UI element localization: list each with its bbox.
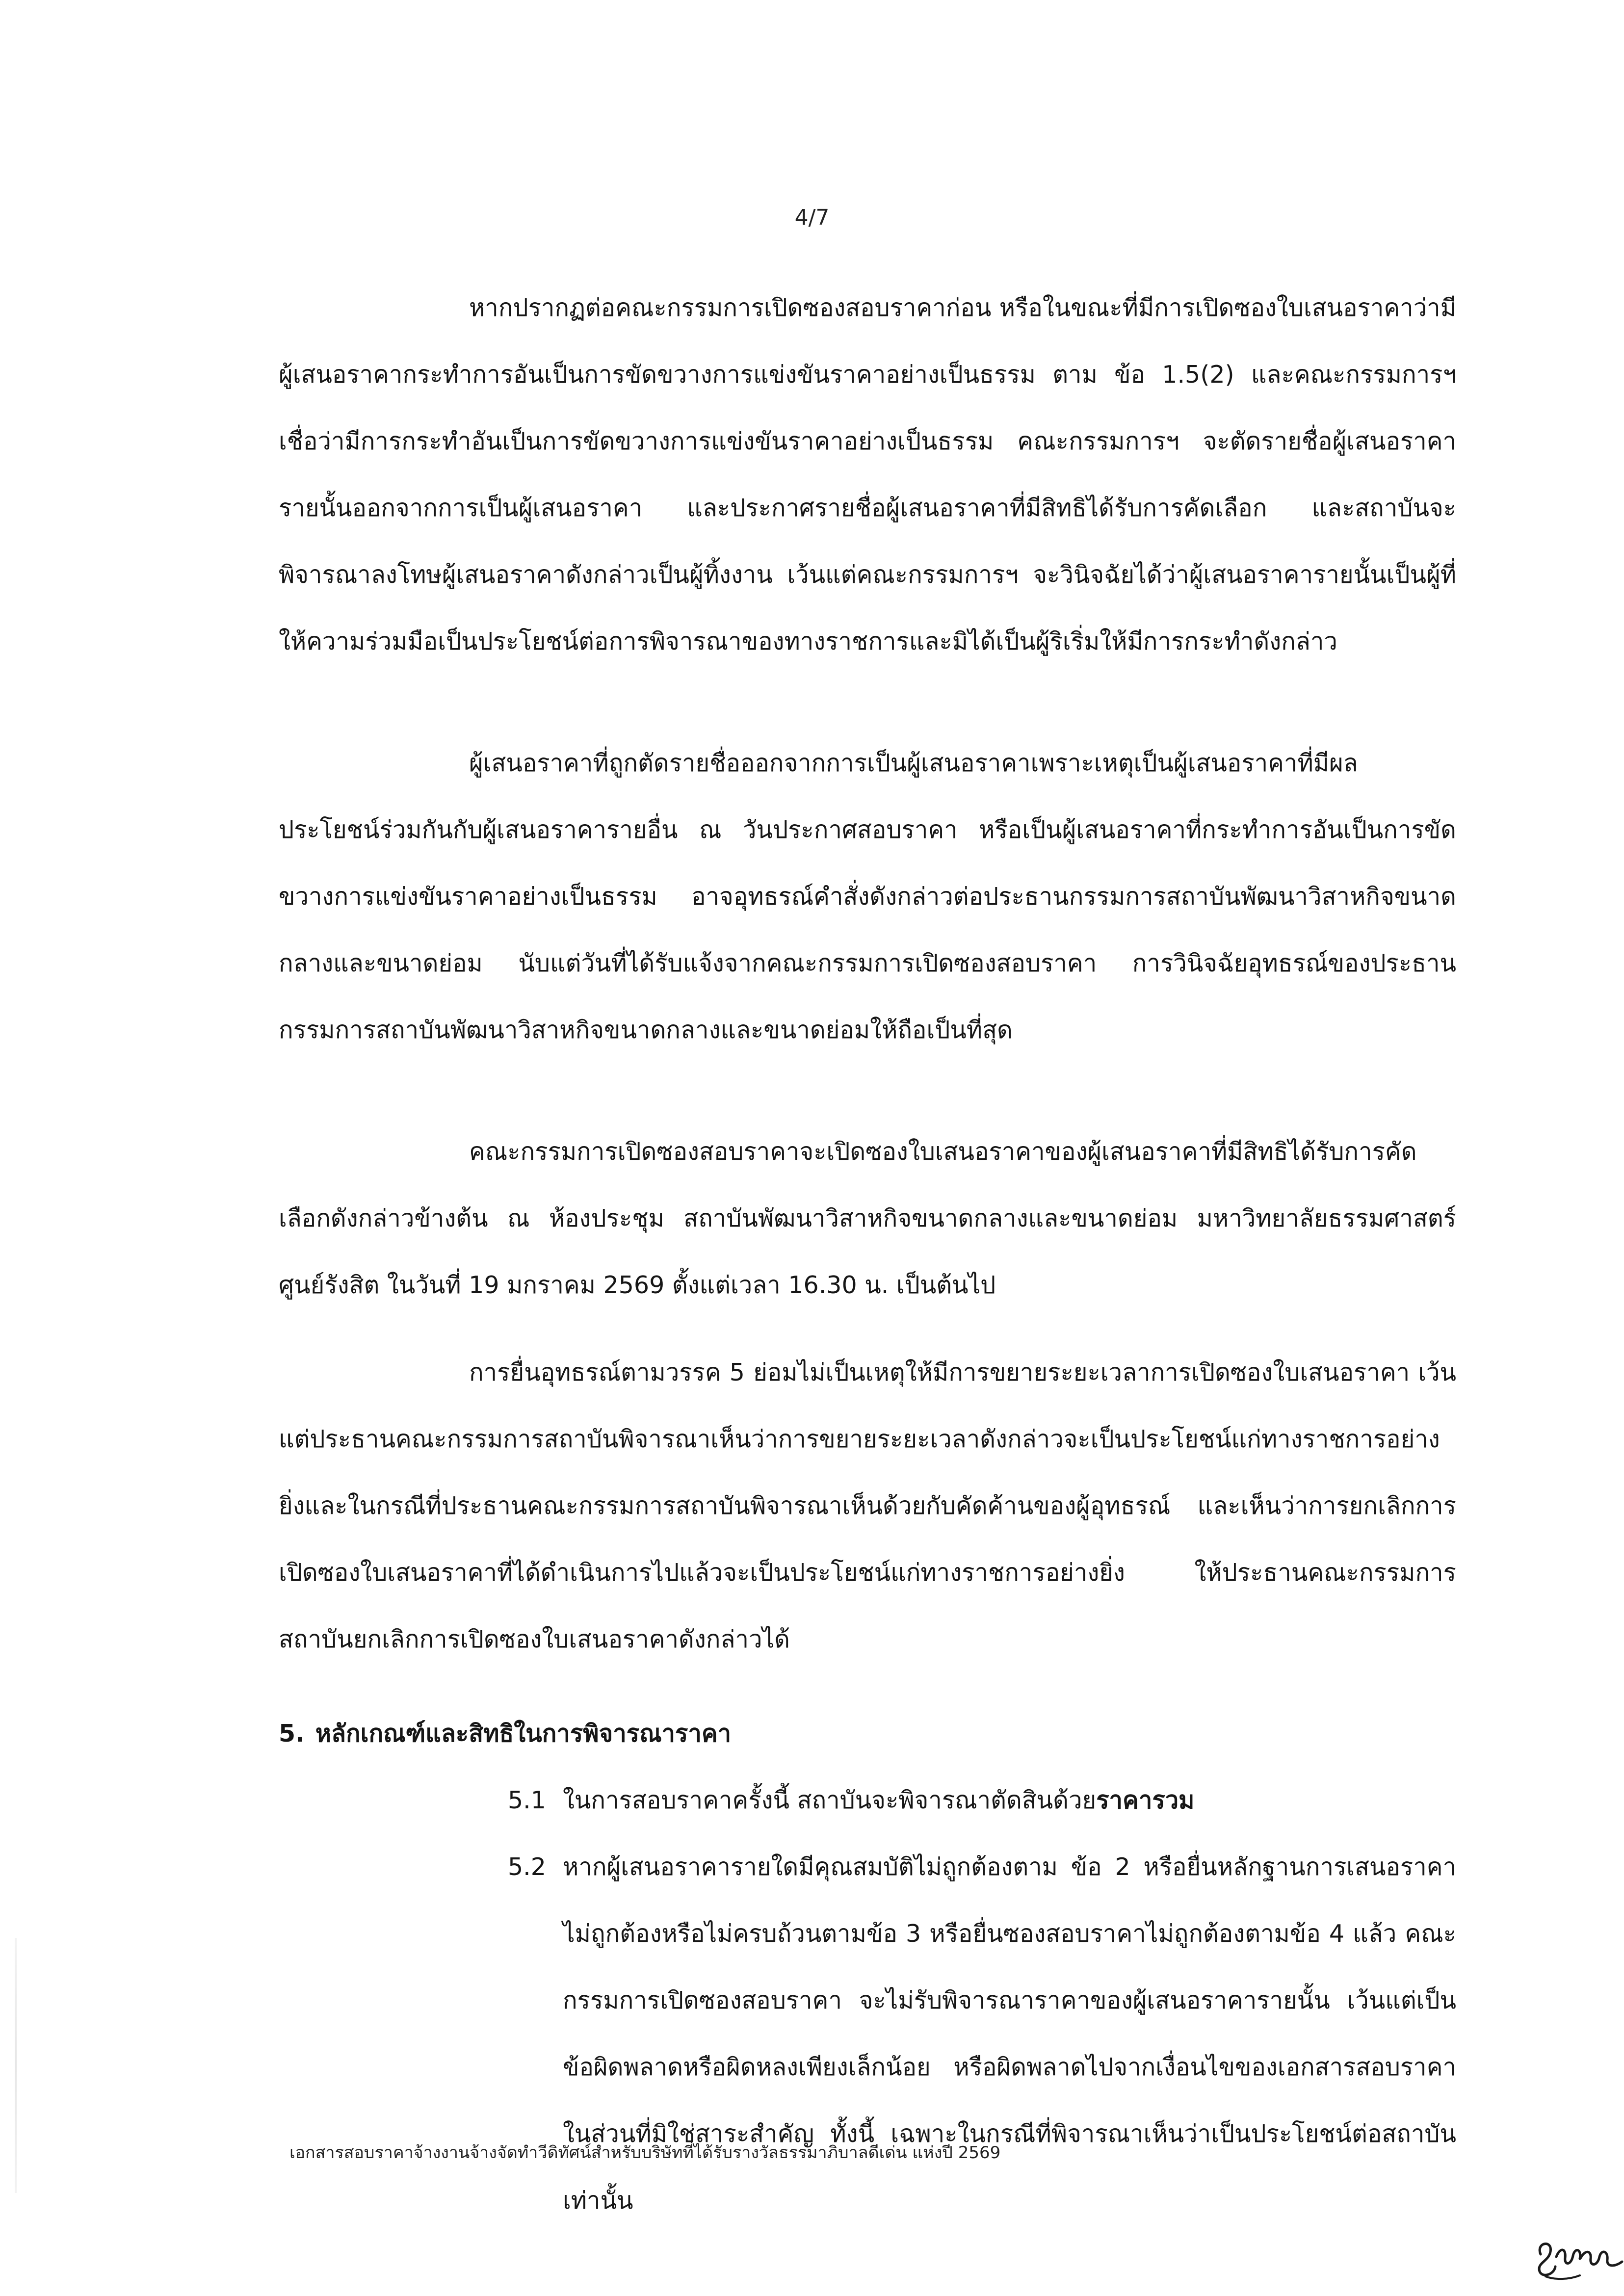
- item-text-plain: ในการสอบราคาครั้งนี้ สถาบันจะพิจารณาตัดสินด้วย: [563, 1786, 1097, 1814]
- paragraph-envelope-opening: คณะกรรมการเปิดซองสอบราคาจะเปิดซองใบเสนอราคาของผู้เสนอราคาที่มีสิทธิได้รับการคัดเลือกดังกล่าวข้างต้น ณ ห้องประชุม สถาบันพัฒนาวิสาหกิจขนาดกลางและขนาดย่อม มหาวิทยาลัยธรรมศาสตร์ ศูนย์รังสิต ในวันที่ 19 มกราคม 2569 ตั้งแต่เวลา 16.30 น. เป็นต้นไป: [279, 1138, 1456, 1299]
- item-number: 5.1: [508, 1786, 546, 1814]
- section-title: หลักเกณฑ์และสิทธิในการพิจารณาราคา: [315, 1720, 732, 1748]
- item-text: [563, 1767, 1456, 1834]
- section-item-5-2: [508, 1834, 1456, 2234]
- paragraph-appeal-right: ผู้เสนอราคาที่ถูกตัดรายชื่อออกจากการเป็นผู้เสนอราคาเพราะเหตุเป็นผู้เสนอราคาที่มีผลประโยชน์ร่วมกันกับผู้เสนอราคารายอื่น ณ วันประกาศสอบราคา หรือเป็นผู้เสนอราคาที่กระทำการอันเป็นการขัดขวางการแข่งขันราคาอย่างเป็นธรรม อาจอุทธรณ์คำสั่งดังกล่าวต่อประธานกรรมการสถาบันพัฒนาวิสาหกิจขนาดกลางและขนาดย่อม นับแต่วันที่ได้รับแจ้งจากคณะกรรมการเปิดซองสอบราคา การวินิจฉัยอุทธรณ์ของประธานกรรมการสถาบันพัฒนาวิสาหกิจขนาดกลางและขนาดย่อมให้ถือเป็นที่สุด: [279, 749, 1456, 1044]
- paragraph-disqualification: หากปรากฏต่อคณะกรรมการเปิดซองสอบราคาก่อน หรือในขณะที่มีการเปิดซองใบเสนอราคาว่ามีผู้เสนอราคากระทำการอันเป็นการขัดขวางการแข่งขันราคาอย่างเป็นธรรม ตาม ข้อ 1.5(2) และคณะกรรมการฯ เชื่อว่ามีการกระทำอันเป็นการขัดขวางการแข่งขันราคาอย่างเป็นธรรม คณะกรรมการฯ จะตัดรายชื่อผู้เสนอราคารายนั้นออกจากการเป็นผู้เสนอราคา และประกาศรายชื่อผู้เสนอราคาที่มีสิทธิได้รับการคัดเลือก และสถาบันจะพิจารณาลงโทษผู้เสนอราคาดังกล่าวเป็นผู้ทิ้งงาน เว้นแต่คณะกรรมการฯ จะวินิจฉัยได้ว่าผู้เสนอราคารายนั้นเป็นผู้ที่ให้ความร่วมมือเป็นประโยชน์ต่อการพิจารณาของทางราชการและมิได้เป็นผู้ริเริ่มให้มีการกระทำดังกล่าว: [279, 294, 1456, 655]
- scan-edge-mark: [15, 1938, 17, 2193]
- document-body: [279, 275, 1456, 2234]
- paragraph-appeal-effect: การยื่นอุทธรณ์ตามวรรค 5 ย่อมไม่เป็นเหตุให้มีการขยายระยะเวลาการเปิดซองใบเสนอราคา เว้นแต่ประธานคณะกรรมการสถาบันพิจารณาเห็นว่าการขยายระยะเวลาดังกล่าวจะเป็นประโยชน์แก่ทางราชการอย่างยิ่งและในกรณีที่ประธานคณะกรรมการสถาบันพิจารณาเห็นด้วยกับคัดค้านของผู้อุทธรณ์ และเห็นว่าการยกเลิกการเปิดซองใบเสนอราคาที่ได้ดำเนินการไปแล้วจะเป็นประโยชน์แก่ทางราชการอย่างยิ่ง ให้ประธานคณะกรรมการสถาบันยกเลิกการเปิดซองใบเสนอราคาดังกล่าวได้: [279, 1358, 1456, 1653]
- document-footer: เอกสารสอบราคาจ้างงานจ้างจัดทำวีดิทัศน์สำหรับบริษัทที่ได้รับรางวัลธรรมาภิบาลดีเด่น แห่งปี 2569: [289, 2143, 1001, 2163]
- page-number: 4/7: [794, 205, 830, 230]
- item-text: หากผู้เสนอราคารายใดมีคุณสมบัติไม่ถูกต้องตาม ข้อ 2 หรือยื่นหลักฐานการเสนอราคาไม่ถูกต้องหรือไม่ครบถ้วนตามข้อ 3 หรือยื่นซองสอบราคาไม่ถูกต้องตามข้อ 4 แล้ว คณะกรรมการเปิดซองสอบราคา จะไม่รับพิจารณาราคาของผู้เสนอราคารายนั้น เว้นแต่เป็นข้อผิดพลาดหรือผิดหลงเพียงเล็กน้อย หรือผิดพลาดไปจากเงื่อนไขของเอกสารสอบราคาในส่วนที่มิใช่สาระสำคัญ ทั้งนี้ เฉพาะในกรณีที่พิจารณาเห็นว่าเป็นประโยชน์ต่อสถาบันเท่านั้น: [563, 1853, 1456, 2215]
- item-number: 5.2: [508, 1853, 546, 1881]
- section-5-heading: [279, 1700, 1456, 1767]
- handwritten-signature-icon: [1526, 2227, 1624, 2281]
- item-text-emphasis: ราคารวม: [1096, 1786, 1195, 1814]
- section-number: 5.: [279, 1720, 305, 1748]
- section-item-5-1: [508, 1767, 1456, 1834]
